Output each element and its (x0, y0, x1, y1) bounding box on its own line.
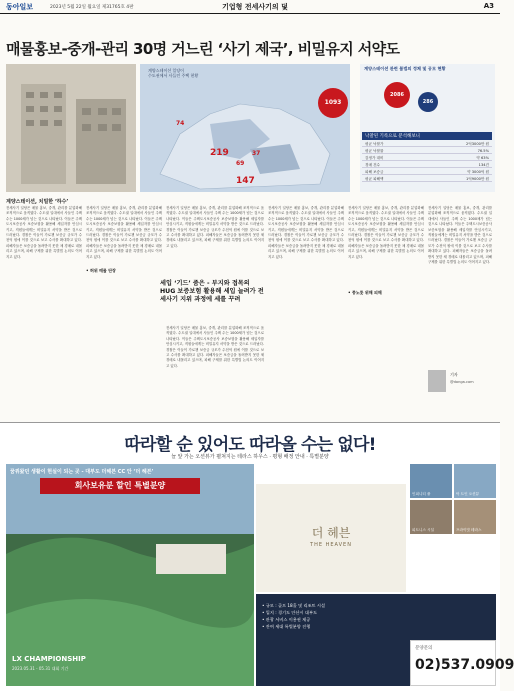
card-label: 탁 트인 오션뷰 (456, 492, 480, 496)
row-value: 약 63% (476, 156, 489, 160)
ad-headline: 따라할 순 있어도 따라올 수는 없다! (124, 435, 376, 455)
sponsor-date: 2023.05.31 - 05.31 대회 기간 (12, 666, 69, 671)
ad-bullet: • 관광 서비스 이용권 제공 (262, 617, 311, 622)
card-label: 피트니스 시설 (412, 528, 434, 532)
card-label: 인피니티 풀 (412, 492, 431, 496)
reporter-box (428, 370, 492, 410)
card-label: 프라이빗 테라스 (456, 528, 482, 532)
pull-quote: 세입 ‘기드’ 줌은 - 부지와 접목의 HUG 보증보험 활용해 세입 늘려가 전세사기 지위 과정에 세를 꾸려 (160, 280, 264, 303)
table-row (362, 169, 492, 175)
feature-card (454, 500, 496, 534)
row-value: 2억3000만 원 (466, 142, 489, 146)
page-number: A3 (483, 2, 494, 10)
newspaper-logo: 동아일보 (6, 3, 34, 11)
stat-circle: 286 (418, 92, 438, 112)
ad-feature-cards (410, 464, 496, 604)
map-graphic (140, 64, 350, 192)
article-column: 전세사기 일당은 매물 홍보, 중개, 관리를 분업화해 조직적으로 움직였다. 수도권 일대에서 사들인 주택 수는 1000채가 넘는 것으로 나타났다. 이들은 주택도시보증공사 보증보험을 활용해 세입자를 안심시키고, 직원들에게는 비밀유지 서약을 받은 것으로 드러났다. 경찰은 이들이 가로챈 보증금 규모가 수천억 원에 이를 것으로 보고 수사를 확대하고 있다. 피해자들은 보증금을 돌려받지 못한 채 경매로 내몰리고 있으며, 피해 구제를 위한 특별법 논의도 이어지고 있다. (6, 206, 82, 259)
reporter-email: @donga.com (450, 380, 474, 384)
stat-circle: 2086 (384, 82, 410, 108)
page-headline: 매물홍보-중개-관리 30명 거느린 ‘사기 제국’, 비밀유지 서약도 (6, 40, 400, 58)
golf-resort-image-icon (6, 464, 254, 686)
map-number: 69 (236, 160, 245, 167)
issue-date: 2023년 5월 22일 월요일 제31765호 4판 (50, 5, 134, 10)
ad-badge[interactable]: 회사보유분 할인 특별분양 (40, 478, 200, 494)
sponsor-logo: LX CHAMPIONSHIP (12, 655, 86, 663)
brand-logo: 더 헤븐 (311, 526, 351, 540)
table-row (362, 141, 492, 147)
article-column: 전세사기 일당은 매물 홍보, 중개, 관리를 분업화해 조직적으로 움직였다. 수도권 일대에서 사들인 주택 수는 1000채가 넘는 것으로 나타났다. 이들은 주택도시보증공사 보증보험을 활용해 세입자를 안심시키고, 직원들에게는 비밀유지 서약을 받은 것으로 드러났다. 경찰은 이들이 가로챈 보증금 규모가 수천억 원에 이를 것으로 보고 수사를 확대하고 있다. 피해자들은 보증금을 돌려받지 못한 채 경매로 내몰리고 있으며, 피해 구제를 위한 특별법 논의도 이어지고 있다. (268, 206, 344, 259)
table-row (362, 162, 492, 168)
table-title: 낙찰된 기록으로 분석해보니 (362, 132, 492, 140)
article-subhead: • 종노릇 위해 피해 (348, 290, 382, 295)
feature-card (454, 464, 496, 498)
ad-bullet: • 잔여 세대 특별분양 진행 (262, 624, 311, 629)
feature-card (410, 464, 452, 498)
ad-bullet: • 입지 : 경기도 안산시 대부도 (262, 610, 318, 615)
feature-card (410, 500, 452, 534)
map-number: 147 (236, 176, 255, 186)
table-row (362, 176, 492, 182)
phone-box[interactable] (410, 640, 514, 686)
phone-label: 분양문의 (415, 646, 433, 651)
section-title: 기업형 전세사기의 덫 (222, 3, 288, 11)
ad-caption: 꿈꿔왔던 생활이 현실이 되는 곳 - 대부도 더헤븐 CC 안 ‘더 헤븐’ (10, 469, 154, 475)
ad-main-image[interactable] (6, 464, 254, 686)
region-map-icon (140, 64, 350, 192)
map-title-line: 수도권에서 사들인 주택 현황 (148, 73, 199, 78)
article-column: 전세사기 일당은 매물 홍보, 중개, 관리를 분업화해 조직적으로 움직였다. 수도권 일대에서 사들인 주택 수는 1000채가 넘는 것으로 나타났다. 이들은 주택도시보증공사 보증보험을 활용해 세입자를 안심시키고, 직원들에게는 비밀유지 서약을 받은 것으로 드러났다. 경찰은 이들이 가로챈 보증금 규모가 수천억 원에 이를 것으로 보고 수사를 확대하고 있다. 피해자들은 보증금을 돌려받지 못한 채 경매로 내몰리고 있으며, 피해 구제를 위한 특별법 논의도 이어지고 있다. (348, 206, 424, 259)
row-key: 피해 보증금 (365, 170, 384, 174)
ad-subline: 늘 앞 가는 오션뷰가 펼쳐지는 테라스 하우스 · 평형 배정 안내 · 특별분양 (171, 454, 329, 460)
row-value: 76.5% (477, 149, 489, 153)
map-number: 219 (210, 148, 229, 158)
map-number: 37 (252, 150, 261, 157)
map-title (148, 68, 198, 78)
row-key: 평균 낙찰가 (365, 142, 384, 146)
reporter-photo (428, 370, 446, 392)
ad-logo-panel (256, 484, 406, 592)
row-value: 134건 (478, 163, 489, 167)
masthead (0, 0, 500, 14)
article-column: 전세사기 일당은 매물 홍보, 중개, 관리를 분업화해 조직적으로 움직였다. 수도권 일대에서 사들인 주택 수는 1000채가 넘는 것으로 나타났다. 이들은 주택도시보증공사 보증보험을 활용해 세입자를 안심시키고, 직원들에게는 비밀유지 서약을 받은 것으로 드러났다. 경찰은 이들이 가로챈 보증금 규모가 수천억 원에 이를 것으로 보고 수사를 확대하고 있다. 피해자들은 보증금을 돌려받지 못한 채 경매로 내몰리고 있으며, 피해 구제를 위한 특별법 논의도 이어지고 있다. (166, 326, 264, 368)
article-column: 전세사기 일당은 매물 홍보, 중개, 관리를 분업화해 조직적으로 움직였다. 수도권 일대에서 사들인 주택 수는 1000채가 넘는 것으로 나타났다. 이들은 주택도시보증공사 보증보험을 활용해 세입자를 안심시키고, 직원들에게는 비밀유지 서약을 받은 것으로 드러났다. 경찰은 이들이 가로챈 보증금 규모가 수천억 원에 이를 것으로 보고 수사를 확대하고 있다. 피해자들은 보증금을 돌려받지 못한 채 경매로 내몰리고 있으며, 피해 구제를 위한 특별법 논의도 이어지고 있다. (428, 206, 492, 265)
table-row (362, 155, 492, 161)
map-number: 74 (176, 120, 185, 127)
map-title-line: 계양스테이션 일당이 (148, 68, 185, 73)
article-subhead: • 허위 매물 단장 (86, 268, 116, 273)
reporter-name: 기자 (450, 372, 458, 377)
article-column: 전세사기 일당은 매물 홍보, 중개, 관리를 분업화해 조직적으로 움직였다. 수도권 일대에서 사들인 주택 수는 1000채가 넘는 것으로 나타났다. 이들은 주택도시보증공사 보증보험을 활용해 세입자를 안심시키고, 직원들에게는 비밀유지 서약을 받은 것으로 드러났다. 경찰은 이들이 가로챈 보증금 규모가 수천억 원에 이를 것으로 보고 수사를 확대하고 있다. 피해자들은 보증금을 돌려받지 못한 채 경매로 내몰리고 있으며, 피해 구제를 위한 특별법 논의도 이어지고 있다. (86, 206, 162, 259)
row-key: 평균 피해액 (365, 177, 384, 181)
ad-bullets (262, 602, 325, 630)
ad-bullet: • 규모 : 골프 18홀 및 리조트 시설 (262, 603, 326, 608)
phone-number[interactable]: 02)537.0909 (415, 657, 514, 673)
brand-wordmark: THE HEAVEN (310, 542, 352, 548)
row-key: 평균 낙찰률 (365, 149, 384, 153)
info-box-title: 계양스테이션 관련 불법의 정체 및 공모 현황 (364, 66, 446, 71)
article-subhead: 계양스테이션, 치밀한 ‘하수’ (6, 199, 69, 205)
article-column: 전세사기 일당은 매물 홍보, 중개, 관리를 분업화해 조직적으로 움직였다. 수도권 일대에서 사들인 주택 수는 1000채가 넘는 것으로 나타났다. 이들은 주택도시보증공사 보증보험을 활용해 세입자를 안심시키고, 직원들에게는 비밀유지 서약을 받은 것으로 드러났다. 경찰은 이들이 가로챈 보증금 규모가 수천억 원에 이를 것으로 보고 수사를 확대하고 있다. 피해자들은 보증금을 돌려받지 못한 채 경매로 내몰리고 있으며, 피해 구제를 위한 특별법 논의도 이어지고 있다. (166, 206, 264, 248)
article-photo (6, 64, 136, 192)
table-row (362, 148, 492, 154)
stat-circle-main: 1093 (318, 88, 348, 118)
row-key: 경매 건수 (365, 163, 381, 167)
row-value: 1억9000만 원 (466, 177, 489, 181)
building-photo-icon (6, 64, 136, 192)
row-value: 약 3000억 원 (467, 170, 489, 174)
row-key: 감정가 대비 (365, 156, 384, 160)
